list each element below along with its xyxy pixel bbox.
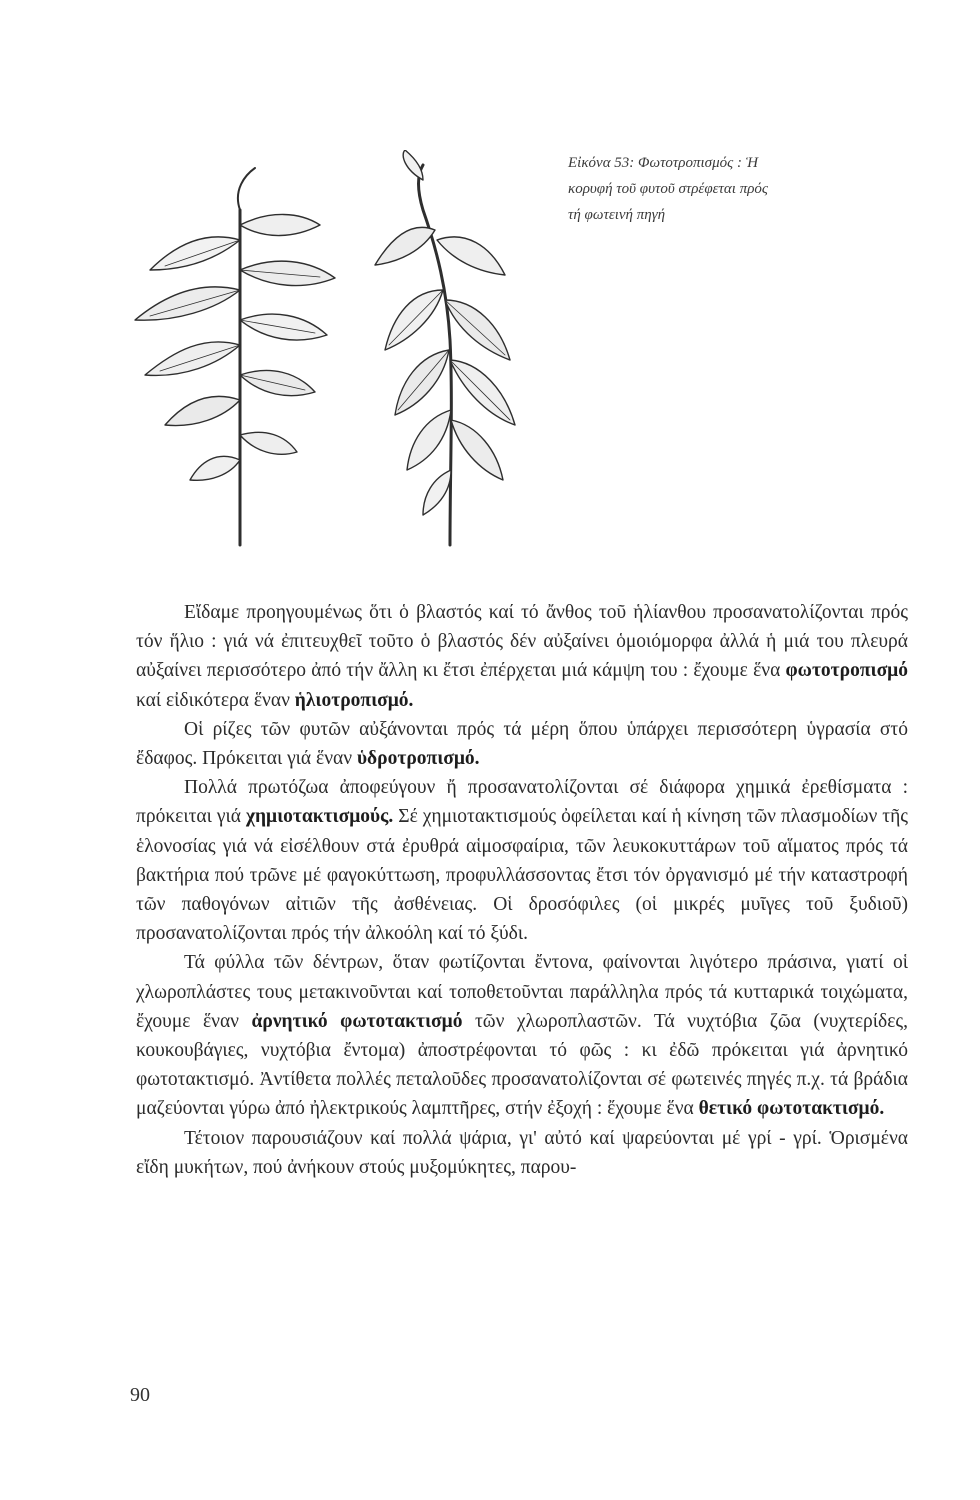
text-run: Τέτοιον παρουσιάζουν καί πολλά ψάρια, γι' αὐτό καί ψαρεύονται μέ γρί - γρί. Ὁρισμένα εἴδη μυκήτων, πού ἀνήκουν στούς μυξομύκητες, παρου- <box>136 1127 908 1178</box>
bold-term: φωτοτροπισμό <box>785 660 908 682</box>
paragraph <box>136 598 908 715</box>
bent-plant <box>375 150 515 545</box>
bold-term: χημιοτακτισμούς. <box>245 806 394 828</box>
plant-figure <box>105 150 555 560</box>
text-run: Σέ χημιοτακτισμούς ὀφείλεται καί ἡ κίνηση τῶν πλασμοδίων τῆς ἑλονοσίας γιά νά εἰσέλθουν στά ἐρυθρά αἱμοσφαίρια, τῶν λευκοκυττάρων τοῦ αἵματος πρός τά βακτήρια πού τρῶνε μέ φαγοκύττωση, προφυλλάσσοντας ἔτσι τόν ὀργανισμό μέ τήν καταστροφή τῶν παθογόνων αἰτιῶν τῆς ἀσθένειας. Οἱ δροσόφιλες (οἱ μικρές μυῖγες τοῦ ξυδιοῦ) προσανατολίζονται πρός τήν ἀλκοόλη καί τό ξύδι. <box>136 806 909 945</box>
bold-term: ἡλιοτροπισμό. <box>294 689 414 711</box>
paragraph <box>136 715 908 773</box>
text-run: Οἱ ρίζες τῶν φυτῶν αὐξάνονται πρός τά μέρη ὅπου ὑπάρχει περισσότερη ὑγρασία στό ἔδαφος. Πρόκειται γιά ἕναν <box>136 718 908 770</box>
bold-term: θετικό φωτοτακτισμό. <box>698 1098 885 1120</box>
paragraph <box>136 773 908 948</box>
paragraph <box>136 1124 908 1182</box>
text-run: Πολλά πρωτόζωα ἀποφεύγουν ἤ προσανατολίζονται σέ διάφορα χημικά ἐρεθίσματα : πρόκειται γιά <box>136 777 908 828</box>
straight-plant <box>135 168 335 545</box>
text-run: καί εἰδικότερα ἕναν <box>136 689 295 711</box>
page-number: 90 <box>130 1384 150 1406</box>
text-run: Τά φύλλα τῶν δέντρων, ὅταν φωτίζονται ἔντονα, φαίνονται λιγότερο πράσινα, γιατί οἱ χλωροπλάστες τους μετακινοῦνται καί τοποθετοῦνται παράλληλα πρός τά κυτταρικά τοιχώματα, ἔχουμε ἕναν <box>136 952 908 1032</box>
body-text <box>136 598 908 1182</box>
bold-term: ἀρνητικό φωτοτακτισμό <box>251 1010 463 1032</box>
paragraph <box>136 948 908 1123</box>
two-plant-stems-illustration <box>105 150 555 560</box>
text-run: Εἴδαμε προηγουμένως ὅτι ὁ βλαστός καί τό ἄνθος τοῦ ἡλίανθου προσανατολίζονται πρός τόν ἥλιο : γιά νά ἐπιτευχθεῖ τοῦτο ὁ βλαστός δέν αὐξαίνει ὁμοιόμορφα ἀλλά ἡ μιά του πλευρά αὐξαίνει περισσότερο ἀπό τήν ἄλλη κι ἔτσι ἐπέρχεται μιά κάμψη του : ἔχουμε ἕνα <box>136 602 908 682</box>
bold-term: ὑδροτροπισμό. <box>356 748 480 770</box>
text-run: τῶν χλωροπλαστῶν. Τά νυχτόβια ζῶα (νυχτερίδες, κουκουβάγιες, νυχτόβια ἔντομα) ἀποστρέφονται τό φῶς : κι ἐδῶ πρόκειται γιά ἀρνητικό φωτοτακτισμό. Ἀντίθετα πολλές πεταλοῦδες προσανατολίζονται σέ φωτεινές πηγές π.χ. τά βράδια μαζεύονται γύρω ἀπό ἠλεκτρικούς λαμπτῆρες, στήν ἐξοχή : ἔχουμε ἕνα <box>136 1010 908 1120</box>
figure-caption: Εἰκόνα 53: Φωτοτροπισμός : Ἡ κορυφή τοῦ φυτοῦ στρέφεται πρός τή φωτεινή πηγή <box>568 155 769 223</box>
